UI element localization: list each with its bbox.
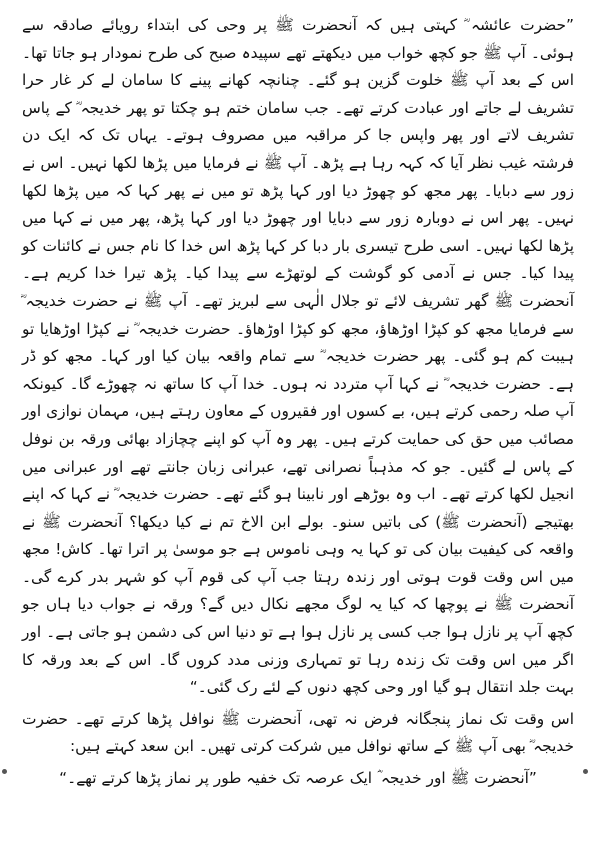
ibn-saad-quote: ”آنحضرت ﷺ اور خدیجہ ؓ ایک عرصہ تک خفیہ طور پر نماز پڑھا کرتے تھے۔“	[59, 769, 537, 788]
margin-dot-mark	[583, 769, 588, 774]
page-text-block	[22, 12, 574, 857]
prayer-paragraph: اس وقت تک نماز پنجگانہ فرض نہ تھی، آنحضرت ﷺ نوافل پڑھا کرتے تھے۔ حضرت خدیجہ ؓ بھی آپ ﷺ کے ساتھ نوافل میں شرکت کرتی تھیں۔ ابن سعد کہتے ہیں:	[22, 709, 574, 756]
margin-dot-mark	[2, 769, 7, 774]
hadith-quote-paragraph: ”حضرت عائشہ ؓ کہتی ہیں کہ آنحضرت ﷺ پر وحی کی ابتداء رویائے صادقہ سے ہوئی۔ آپ ﷺ جو کچھ خواب میں دیکھتے تھے سپیدہ صبح کی طرح نمودار ہو جاتا تھا۔ اس کے بعد آپ ﷺ خلوت گزین ہو گئے۔ چنانچہ کھانے پینے کا سامان لے کر غار حرا تشریف لے جاتے اور عبادت کرتے تھے۔ جب سامان ختم ہو چکتا تو پھر خدیجہ ؓ کے پاس تشریف لاتے اور پھر واپس جا کر مراقبہ میں مصروف ہوتے۔ یہاں تک کہ ایک دن فرشتہ غیب نظر آیا کہ کہہ رہا ہے پڑھ۔ آپ ﷺ نے فرمایا میں پڑھا لکھا نہیں۔ اس نے زور سے دبایا۔ پھر مجھ کو چھوڑ دیا اور کہا پڑھ تو میں نے پھر کہا کہ میں پڑھا لکھا نہیں۔ پھر اس نے دوبارہ زور سے دبایا اور چھوڑ دیا اور کہا پڑھ، پھر میں نے کہا میں پڑھا لکھا نہیں۔ اسی طرح تیسری بار دبا کر کہا پڑھ اس خدا کا نام جس نے کائنات کو پیدا کیا۔ جس نے آدمی کو گوشت کے لوتھڑے سے پیدا کیا۔ پڑھ تیرا خدا کریم ہے۔ آنحضرت ﷺ گھر تشریف لائے تو جلال الٰہی سے لبریز تھے۔ آپ ﷺ نے حضرت خدیجہ ؓ سے فرمایا مجھ کو کپڑا اوڑھاؤ، مجھ کو کپڑا اوڑھاؤ۔ حضرت خدیجہ ؓ نے کپڑا اوڑھایا تو ہیبت کم ہو گئی۔ پھر حضرت خدیجہ ؓ سے تمام واقعہ بیان کیا اور کہا۔ مجھ کو ڈر ہے۔ حضرت خدیجہ ؓ نے کہا آپ متردد نہ ہوں۔ خدا آپ کا ساتھ نہ چھوڑے گا۔ کیونکہ آپ صلہ رحمی کرتے ہیں، بے کسوں اور فقیروں کے معاون رہتے ہیں، مہمان نوازی اور مصائب میں حق کی حمایت کرتے ہیں۔ پھر وہ آپ کو اپنے چچازاد بھائی ورقہ بن نوفل کے پاس لے گئیں۔ جو کہ مذہباً نصرانی تھے، عبرانی زبان جانتے تھے اور عبرانی میں انجیل لکھا کرتے تھے۔ اب وہ بوڑھے اور نابینا ہو گئے تھے۔ حضرت خدیجہ ؓ نے کہا کہ اپنے بھتیجے (آنحضرت ﷺ) کی باتیں سنو۔ بولے ابن الاخ تم نے کیا دیکھا؟ آنحضرت ﷺ نے واقعہ کی کیفیت بیان کی تو کہا یہ وہی ناموس ہے جو موسیٰ پر اترا تھا۔ کاش! مجھ میں اس وقت قوت ہوتی اور زندہ رہتا جب آپ کی قوم آپ کو شہر بدر کرے گی۔ آنحضرت ﷺ نے پوچھا کہ کیا یہ لوگ مجھے نکال دیں گے؟ ورقہ نے جواب دیا ہاں جو کچھ آپ پر نازل ہوا جب کسی پر نازل ہوا ہے تو دنیا اس کی دشمن ہو جاتی ہے۔ اور اگر میں اس وقت تک زندہ رہا تو تمہاری وزنی مدد کروں گا۔ اس کے بعد ورقہ کا بہت جلد انتقال ہو گیا اور وحی کچھ دنوں کے لئے رک گئی۔“	[22, 16, 574, 697]
